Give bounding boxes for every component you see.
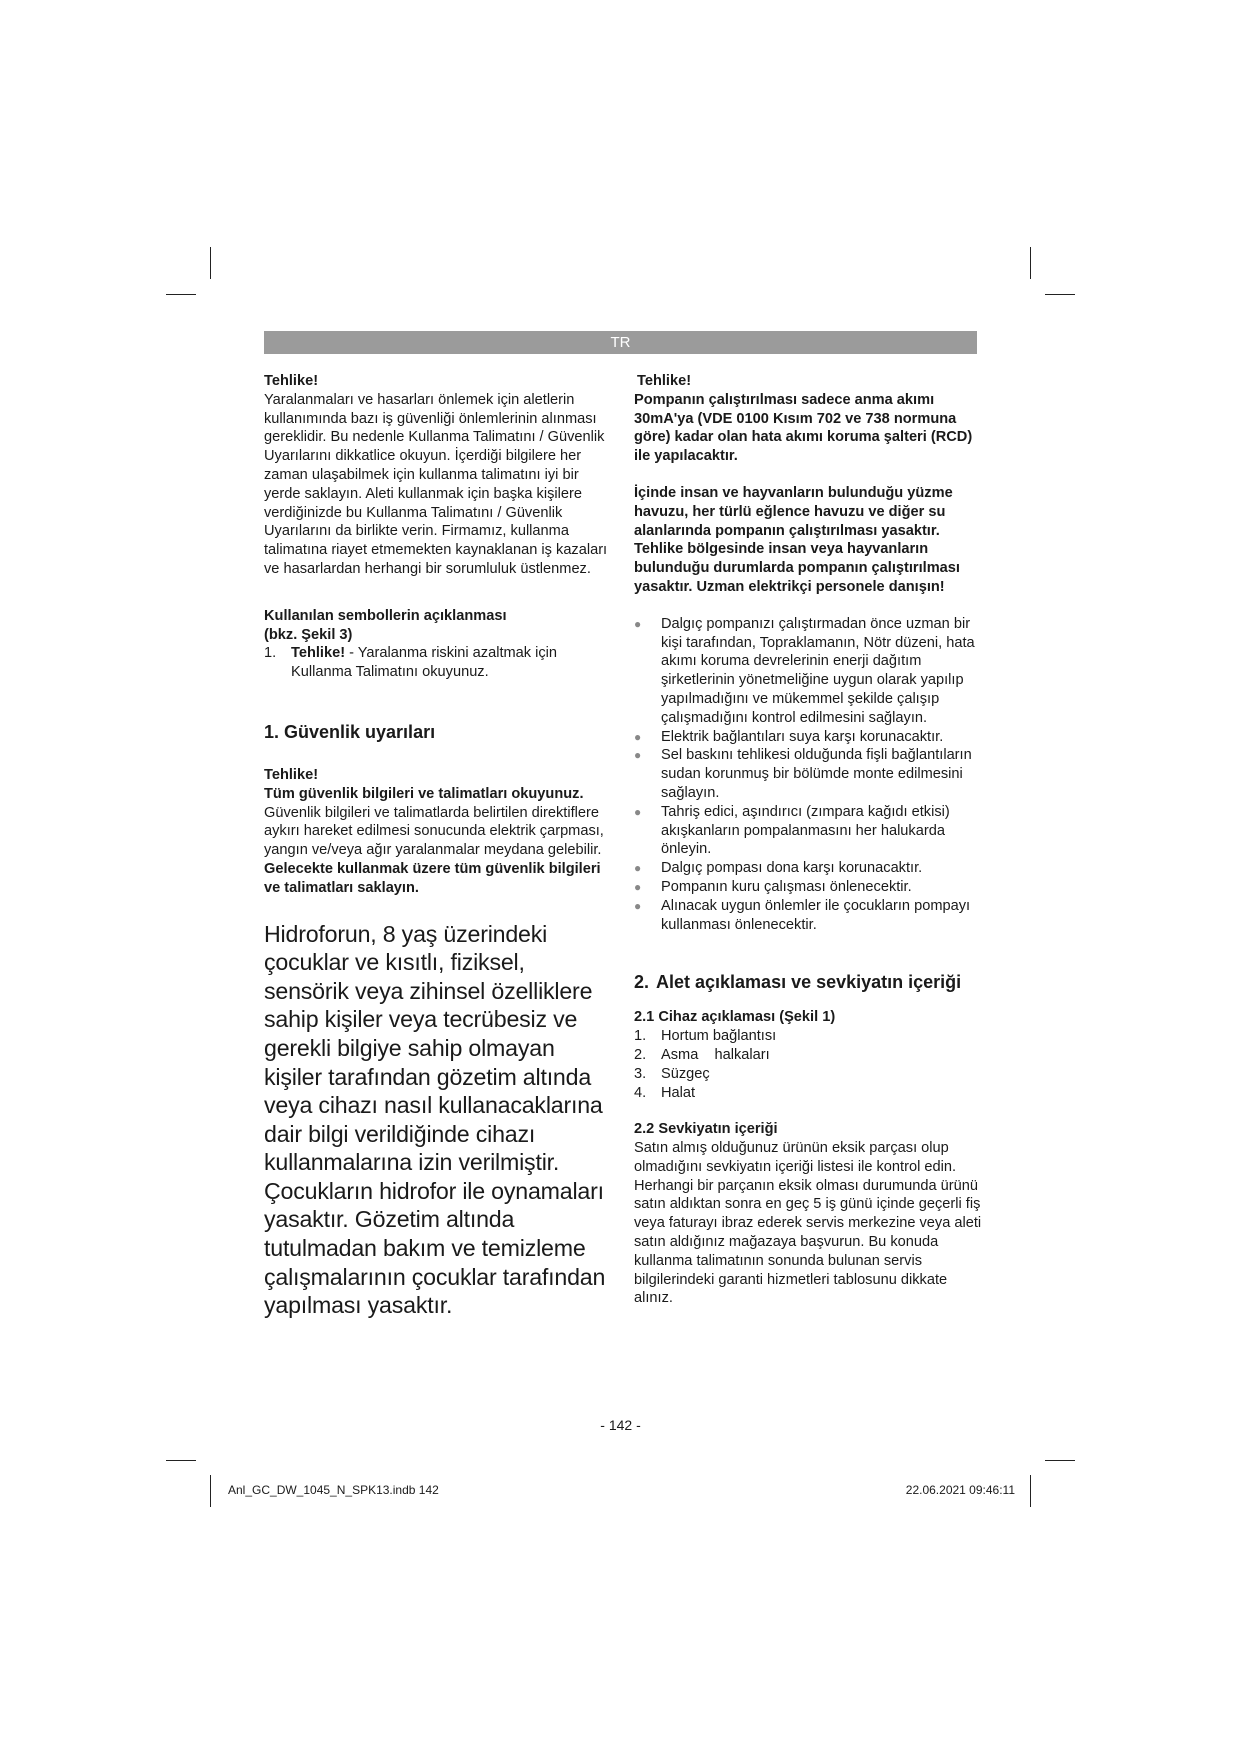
list-item: [634, 1084, 982, 1103]
bullet-text: Sel baskını tehlikesi olduğunda fişli bağlantıların sudan korunmuş bir bölümde monte edilmesini sağlayın.: [661, 747, 972, 801]
subsection-title: 2.2 Sevkiyatın içeriği: [634, 1121, 778, 1138]
bullet-item: [634, 803, 982, 859]
crop-mark: [210, 1475, 211, 1507]
bullet-dot-icon: ●: [634, 879, 642, 894]
warning-bold: Tüm güvenlik bilgileri ve talimatları okuyunuz.: [264, 785, 584, 802]
safety-bullet-list: [634, 615, 982, 935]
section-number: 2.: [634, 972, 650, 993]
list-item: [634, 1065, 982, 1084]
bullet-item: [634, 859, 982, 878]
item-bold: Tehlike!: [291, 645, 346, 662]
item-number: 2.: [634, 1046, 647, 1063]
bullet-item: [634, 897, 982, 935]
item-label: Asma halkaları: [661, 1046, 770, 1063]
parts-list: [634, 1027, 982, 1102]
bullet-text: Alınacak uygun önlemler ile çocukların pompayı kullanması önlenecektir.: [661, 897, 971, 933]
list-item: [264, 644, 612, 682]
warning-text: [264, 785, 612, 898]
item-number: 1.: [264, 645, 277, 662]
section-text: Alet açıklaması ve sevkiyatın içeriği: [656, 972, 962, 993]
pool-warning: İçinde insan ve hayvanların bulunduğu yüzme havuzu, her türlü eğlence havuzu ve diğer su alanlarında pompanın çalıştırılması yasaktır. Tehlike bölgesinde insan veya hayvanların bulunduğu durumlarda pompanın çalıştırılması yasaktır. Uzman elektrikçi personele danışın!: [634, 484, 960, 595]
warning-body: Güvenlik bilgileri ve talimatlarda belirtilen direktiflere aykırı hareket edilmesi sonucunda elektrik çarpması, yangın ve/veya ağır yaralanmalar meydana gelebilir.: [264, 804, 604, 859]
item-number: 4.: [634, 1084, 647, 1101]
bullet-text: Tahriş edici, aşındırıcı (zımpara kağıdı etkisi) akışkanların pompalanmasını her halukarda önleyin.: [661, 803, 950, 858]
symbols-title: Kullanılan sembollerin açıklanması: [264, 607, 507, 624]
right-column: [634, 372, 982, 1308]
rcd-warning: Pompanın çalıştırılması sadece anma akımı 30mA'ya (VDE 0100 Kısım 702 ve 738 normuna göre) kadar olan hata akımı koruma şalteri (RCD) ile yapılacaktır.: [634, 391, 973, 465]
item-number: 1.: [634, 1028, 647, 1045]
crop-mark: [1030, 1475, 1031, 1507]
crop-mark: [166, 294, 196, 295]
bullet-dot-icon: ●: [634, 616, 642, 631]
section-title: 1. Güvenlik uyarıları: [264, 721, 436, 742]
bullet-item: [634, 728, 982, 747]
bullet-text: Dalgıç pompanızı çalıştırmadan önce uzman bir kişi tarafından, Topraklamanın, Nötr düzeni, hata akımı koruma devrelerinin enerji dağıtım şirketlerinin yönetmeliğine uygun olarak yapılıp yapılmadığını ve mükemmel şekilde çalışıp çalışmadığını kontrol edilmesini sağlayın.: [661, 615, 975, 726]
bullet-text: Pompanın kuru çalışması önlenecektir.: [661, 878, 912, 895]
warning-title: Tehlike!: [264, 373, 319, 389]
symbols-list: [264, 644, 612, 682]
item-label: Süzgeç: [661, 1065, 710, 1082]
language-header: TR: [264, 331, 977, 354]
file-info: Anl_GC_DW_1045_N_SPK13.indb 142: [228, 1483, 439, 1497]
bullet-dot-icon: ●: [634, 804, 642, 819]
item-number: 3.: [634, 1065, 647, 1082]
item-label: Halat: [661, 1084, 696, 1101]
timestamp: 22.06.2021 09:46:11: [905, 1483, 1015, 1497]
bullet-dot-icon: ●: [634, 898, 642, 913]
crop-mark: [1030, 247, 1031, 279]
warning-title: Tehlike!: [264, 766, 319, 783]
crop-mark: [1045, 294, 1075, 295]
bullet-item: [634, 615, 982, 728]
left-column: [264, 372, 612, 1320]
item-text: - Yaralanma riskini azaltmak için Kullanma Talimatını okuyunuz.: [291, 645, 558, 681]
bullet-text: Dalgıç pompası dona karşı korunacaktır.: [661, 860, 923, 877]
warning-bold: Gelecekte kullanmak üzere tüm güvenlik bilgileri ve talimatları saklayın.: [264, 860, 601, 896]
symbols-ref: (bkz. Şekil 3): [264, 626, 353, 643]
subsection-title: 2.1 Cihaz açıklaması (Şekil 1): [634, 1009, 836, 1026]
section-title: [634, 970, 982, 994]
large-notice: Hidroforun, 8 yaş üzerindeki çocuklar ve kısıtlı, fiziksel, sensörik veya zihinsel özelliklere sahip kişiler veya tecrübesiz ve gerekli bilgiye sahip olmayan kişiler tarafından gözetim altında veya cihazı nasıl kullanacaklarına dair bilgi verildiğinde cihazı kullanmalarına izin verilmiştir. Çocukların hidrofor ile oynamaları yasaktır. Gözetim altında tutulmadan bakım ve temizleme çalışmalarının çocuklar tarafından yapılması yasaktır.: [264, 920, 606, 1319]
crop-mark: [210, 247, 211, 279]
page-number: - 142 -: [600, 1417, 641, 1433]
bullet-item: [634, 878, 982, 897]
delivery-text: Satın almış olduğunuz ürünün eksik parçası olup olmadığını sevkiyatın içeriği listesi ile kontrol edin. Herhangi bir parçanın eksik olması durumunda ürünü satın aldıktan sonra en geç 5 iş günü içinde geçerli fiş veya faturayı ibraz ederek servis merkezine veya aleti satın aldığınız mağazaya başvurun. Bu konuda kullanma talimatının sonunda bulunan servis bilgilerindeki garanti hizmetleri tablosunu dikkate alınız.: [634, 1140, 982, 1307]
warning-title: Tehlike!: [637, 373, 692, 389]
list-item: [634, 1027, 982, 1046]
bullet-dot-icon: ●: [634, 861, 642, 876]
crop-mark: [1045, 1460, 1075, 1461]
list-item: [634, 1046, 982, 1065]
bullet-dot-icon: ●: [634, 729, 642, 744]
crop-mark: [166, 1460, 196, 1461]
bullet-dot-icon: ●: [634, 748, 642, 763]
bullet-item: [634, 746, 982, 802]
warning-text: Yaralanmaları ve hasarları önlemek için aletlerin kullanımında bazı iş güvenliği önlemlerinin alınması gereklidir. Bu nedenle Kullanma Talimatını / Güvenlik Uyarılarını dikkatlice okuyun. İçerdiği bilgilere her zaman ulaşabilmek için kullanma talimatını iyi bir yerde saklayın. Aleti kullanmak için başka kişilere verdiğinizde bu Kullanma Talimatını / Güvenlik Uyarılarını da birlikte verin. Firmamız, kullanma talimatına riayet etmemekten kaynaklanan iş kazaları ve hasarlardan herhangi bir sorumluluk üstlenmez.: [264, 391, 608, 577]
item-label: Hortum bağlantısı: [661, 1028, 777, 1045]
bullet-text: Elektrik bağlantıları suya karşı korunacaktır.: [661, 728, 944, 745]
